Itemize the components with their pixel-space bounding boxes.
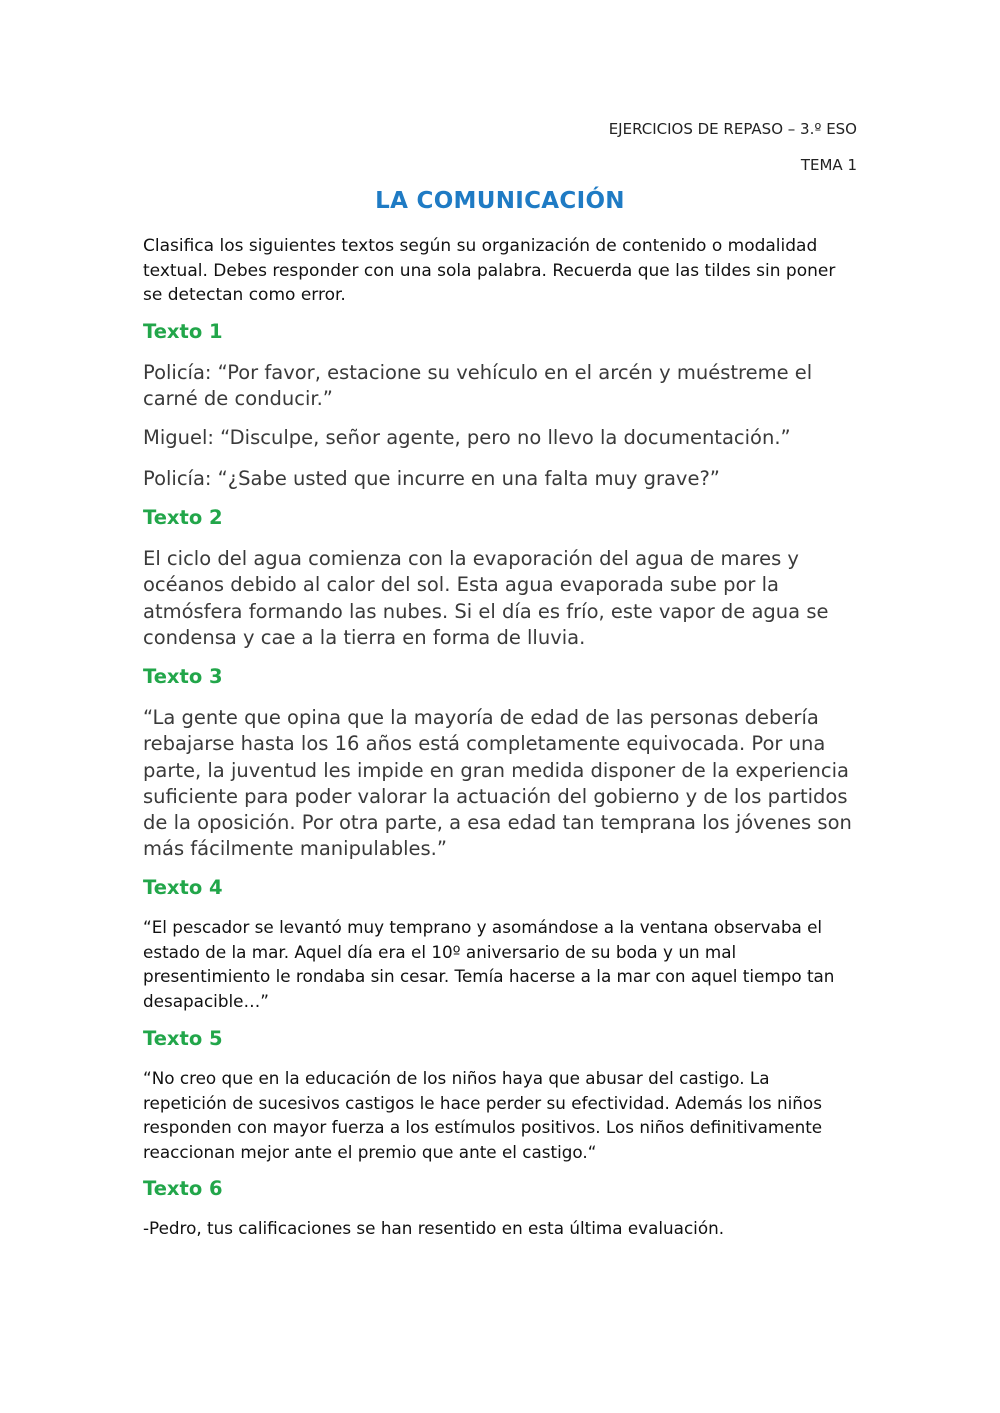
course-label: EJERCICIOS DE REPASO – 3.º ESO [608, 120, 857, 138]
text-1-line-2: Miguel: “Disculpe, señor agente, pero no llevo la documentación.” [143, 426, 791, 449]
text-6-paragraph: -Pedro, tus calificaciones se han resentido en esta última evaluación. [143, 1218, 725, 1238]
text-1-line-3: Policía: “¿Sabe usted que incurre en una falta muy grave?” [143, 467, 720, 490]
text-4-paragraph: “El pescador se levantó muy temprano y asomándose a la ventana observaba el estado de la mar. Aquel día era el 10º aniversario de su boda y un mal presentimiento le rondaba sin cesar. Temía hacerse a la mar con aquel tiempo tan desapacible…” [143, 917, 835, 1011]
text-1-line-1: Policía: “Por favor, estacione su vehículo en el arcén y muéstreme el carné de conducir.” [143, 361, 813, 411]
text-3-heading: Texto 3 [143, 665, 223, 688]
text-3-paragraph: “La gente que opina que la mayoría de edad de las personas debería rebajarse hasta los 16 años está completamente equivocada. Por una parte, la juventud les impide en gran medida disponer de la experiencia suficiente para poder valorar la actuación del gobierno y de los partidos de la oposición. Por otra parte, a esa edad tan temprana los jóvenes son más fácilmente manipulables.” [143, 706, 852, 861]
text-5-paragraph: “No creo que en la educación de los niños haya que abusar del castigo. La repetición de sucesivos castigos le hace perder su efectividad. Además los niños responden con mayor fuerza a los estímulos positivos. Los niños definitivamente reaccionan mejor ante el premio que ante el castigo.“ [143, 1068, 823, 1162]
text-2-heading: Texto 2 [143, 506, 223, 529]
text-6-heading: Texto 6 [143, 1177, 223, 1200]
instructions: Clasifica los siguientes textos según su organización de contenido o modalidad textual. Debes responder con una sola palabra. Recuerda que las tildes sin poner se detectan como error. [143, 236, 836, 305]
text-5-heading: Texto 5 [143, 1027, 223, 1050]
topic-label: TEMA 1 [800, 156, 857, 174]
text-4-heading: Texto 4 [143, 876, 223, 899]
text-1-heading: Texto 1 [143, 320, 223, 343]
page-title: LA COMUNICACIÓN [375, 188, 625, 214]
text-2-paragraph: El ciclo del agua comienza con la evaporación del agua de mares y océanos debido al calor del sol. Esta agua evaporada sube por la atmósfera formando las nubes. Si el día es frío, este vapor de agua se condensa y cae a la tierra en forma de lluvia. [143, 547, 829, 649]
